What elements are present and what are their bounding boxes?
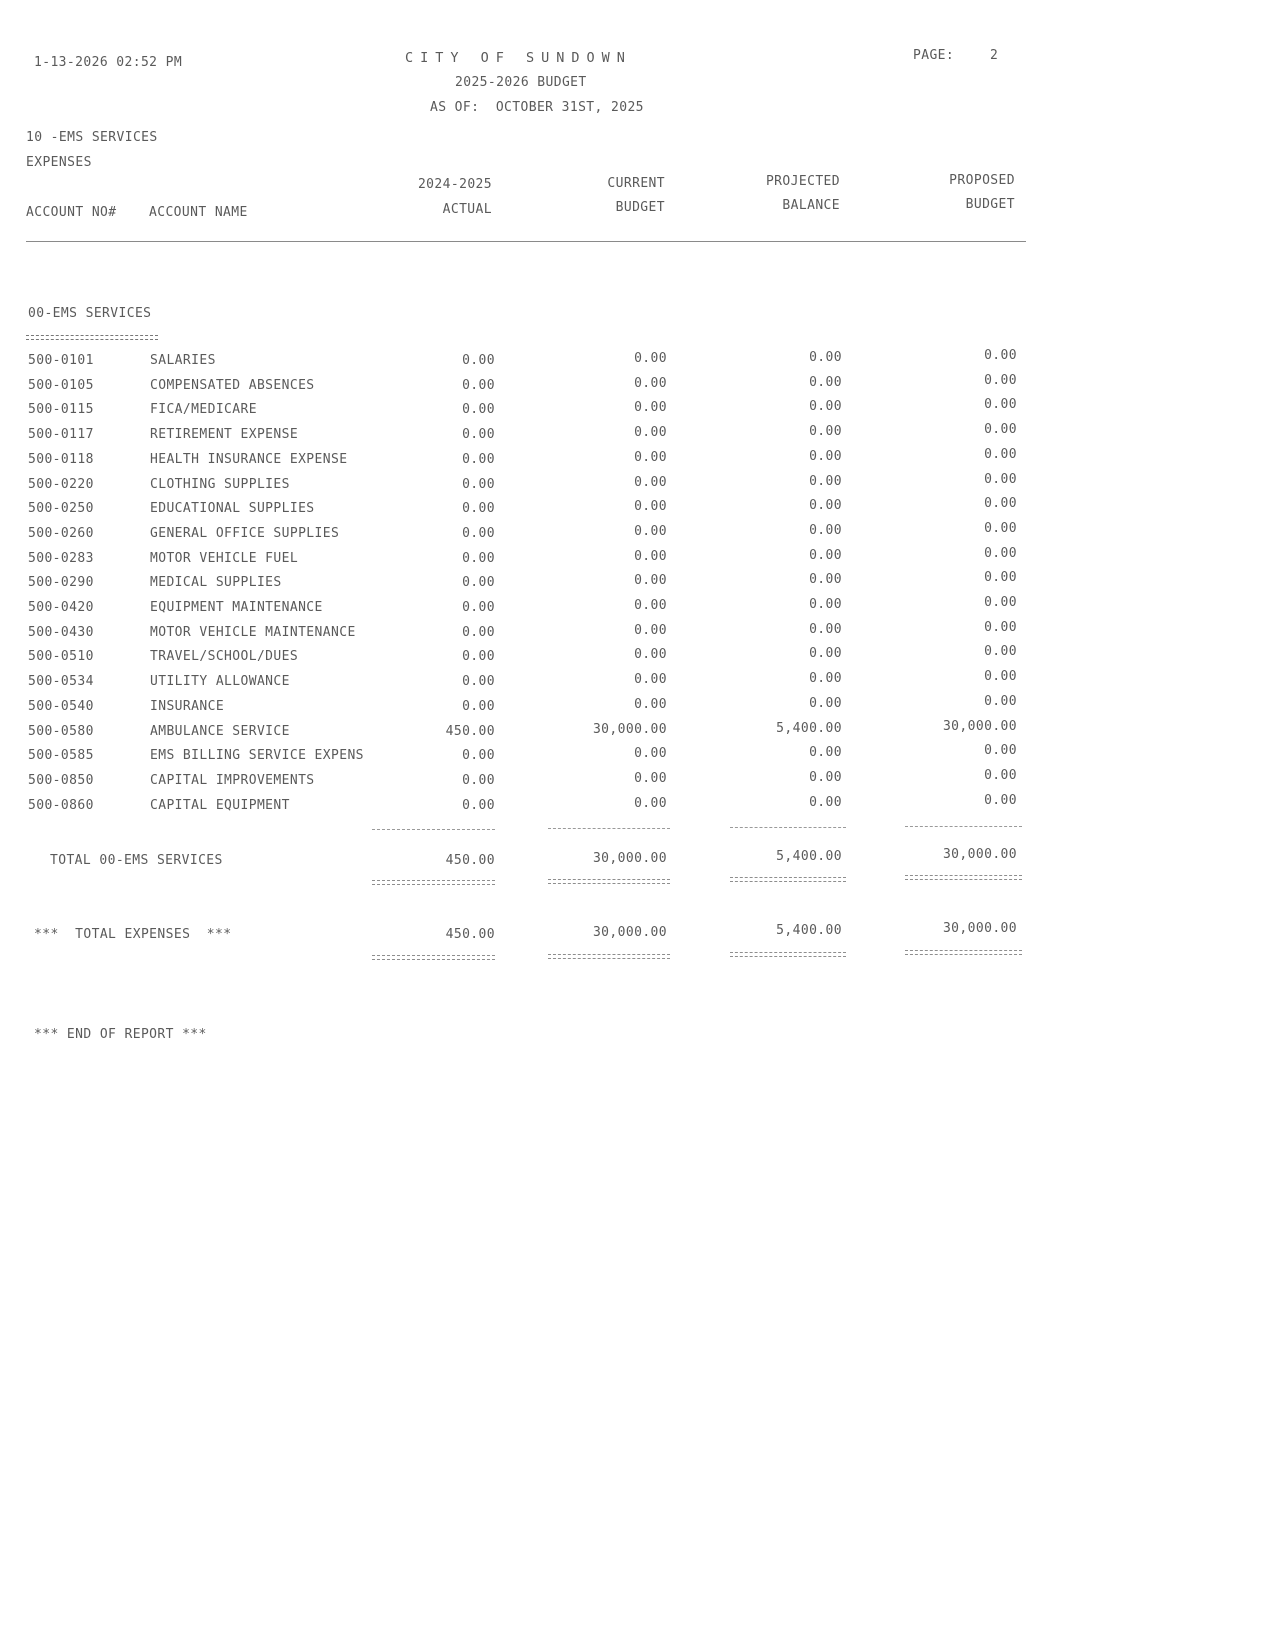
report-datetime: 1-13-2026 02:52 PM <box>34 55 183 70</box>
current-budget-value: 0.00 <box>634 376 667 391</box>
proposed-budget-value: 0.00 <box>984 743 1017 758</box>
projected-balance-value: 0.00 <box>809 795 842 810</box>
current-budget-value: 0.00 <box>634 647 667 662</box>
current-budget-value: 0.00 <box>634 549 667 564</box>
account-name: CAPITAL EQUIPMENT <box>150 798 290 813</box>
grand-total-projected: 5,400.00 <box>776 923 842 938</box>
account-no: 500-0430 <box>28 625 94 640</box>
account-no: 500-0117 <box>28 427 94 442</box>
page-number: 2 <box>990 48 999 63</box>
proposed-budget-value: 0.00 <box>984 694 1017 709</box>
actual-value: 0.00 <box>462 649 495 664</box>
actual-value: 0.00 <box>462 526 495 541</box>
end-of-report: *** END OF REPORT *** <box>34 1027 207 1042</box>
current-budget-value: 0.00 <box>634 672 667 687</box>
current-budget-value: 30,000.00 <box>592 722 667 737</box>
projected-balance-value: 0.00 <box>809 671 842 686</box>
account-name: FICA/MEDICARE <box>150 402 257 417</box>
current-budget-value: 0.00 <box>634 771 667 786</box>
account-name: MEDICAL SUPPLIES <box>150 575 282 590</box>
section-total-projected: 5,400.00 <box>776 849 842 864</box>
actual-value: 0.00 <box>462 402 495 417</box>
proposed-budget-value: 0.00 <box>984 348 1017 363</box>
current-budget-value: 0.00 <box>634 697 667 712</box>
table-row <box>0 373 1275 402</box>
report-city-title: CITY OF SUNDOWN <box>405 50 632 66</box>
proposed-budget-value: 0.00 <box>984 768 1017 783</box>
current-budget-value: 0.00 <box>634 598 667 613</box>
proposed-budget-value: 0.00 <box>984 620 1017 635</box>
account-no: 500-0860 <box>28 798 94 813</box>
table-row <box>0 348 1275 377</box>
actual-value: 0.00 <box>462 427 495 442</box>
total-double-rule-proposed <box>905 875 1022 880</box>
proposed-budget-value: 0.00 <box>984 521 1017 536</box>
projected-balance-value: 0.00 <box>809 375 842 390</box>
proposed-budget-value: 0.00 <box>984 447 1017 462</box>
account-name: MOTOR VEHICLE MAINTENANCE <box>150 625 356 640</box>
projected-balance-value: 0.00 <box>809 399 842 414</box>
actual-value: 0.00 <box>462 452 495 467</box>
total-double-rule-projected <box>730 877 846 882</box>
actual-value: 0.00 <box>462 501 495 516</box>
actual-value: 0.00 <box>462 625 495 640</box>
col-proposed-budget: BUDGET <box>965 197 1015 212</box>
current-budget-value: 0.00 <box>634 450 667 465</box>
table-row <box>0 793 1275 822</box>
account-name: SALARIES <box>150 353 216 368</box>
account-no: 500-0420 <box>28 600 94 615</box>
account-no: 500-0101 <box>28 353 94 368</box>
col-current: CURRENT <box>607 176 665 191</box>
proposed-budget-value: 0.00 <box>984 422 1017 437</box>
actual-value: 0.00 <box>462 674 495 689</box>
account-no: 500-0585 <box>28 748 94 763</box>
account-name: UTILITY ALLOWANCE <box>150 674 290 689</box>
account-no: 500-0250 <box>28 501 94 516</box>
current-budget-value: 0.00 <box>634 499 667 514</box>
projected-balance-value: 0.00 <box>809 572 842 587</box>
col-account-no: ACCOUNT NO# <box>26 205 117 220</box>
table-row <box>0 422 1275 451</box>
projected-balance-value: 0.00 <box>809 745 842 760</box>
current-budget-value: 0.00 <box>634 400 667 415</box>
current-budget-value: 0.00 <box>634 351 667 366</box>
proposed-budget-value: 0.00 <box>984 570 1017 585</box>
grand-total-current: 30,000.00 <box>592 925 667 940</box>
table-row <box>0 447 1275 476</box>
subtotal-rule-actual <box>372 829 495 830</box>
actual-value: 0.00 <box>462 378 495 393</box>
actual-value: 0.00 <box>462 773 495 788</box>
current-budget-value: 0.00 <box>634 623 667 638</box>
section-total-row <box>0 847 1275 877</box>
account-no: 500-0510 <box>28 649 94 664</box>
report-as-of-date: AS OF: OCTOBER 31ST, 2025 <box>430 100 644 115</box>
account-no: 500-0105 <box>28 378 94 393</box>
grand-double-rule-proposed <box>905 950 1022 955</box>
account-name: CAPITAL IMPROVEMENTS <box>150 773 315 788</box>
account-name: GENERAL OFFICE SUPPLIES <box>150 526 340 541</box>
col-current-budget: BUDGET <box>615 200 665 215</box>
account-no: 500-0540 <box>28 699 94 714</box>
subtotal-rule-proposed <box>905 826 1022 827</box>
account-name: RETIREMENT EXPENSE <box>150 427 299 442</box>
col-proposed: PROPOSED <box>949 173 1015 188</box>
account-no: 500-0283 <box>28 551 94 566</box>
account-name: AMBULANCE SERVICE <box>150 724 290 739</box>
current-budget-value: 0.00 <box>634 796 667 811</box>
account-no: 500-0220 <box>28 477 94 492</box>
account-no: 500-0290 <box>28 575 94 590</box>
table-row <box>0 595 1275 624</box>
account-name: TRAVEL/SCHOOL/DUES <box>150 649 299 664</box>
projected-balance-value: 0.00 <box>809 474 842 489</box>
table-row <box>0 669 1275 698</box>
grand-total-label: *** TOTAL EXPENSES *** <box>34 927 232 942</box>
proposed-budget-value: 0.00 <box>984 472 1017 487</box>
category-label: EXPENSES <box>26 155 92 170</box>
current-budget-value: 0.00 <box>634 524 667 539</box>
section-total-actual: 450.00 <box>445 853 495 868</box>
proposed-budget-value: 0.00 <box>984 496 1017 511</box>
total-double-rule-current <box>548 879 670 884</box>
col-actual: ACTUAL <box>442 202 492 217</box>
table-row <box>0 496 1275 525</box>
account-name: MOTOR VEHICLE FUEL <box>150 551 299 566</box>
table-row <box>0 546 1275 575</box>
subtotal-rule-projected <box>730 827 846 828</box>
actual-value: 0.00 <box>462 699 495 714</box>
current-budget-value: 0.00 <box>634 425 667 440</box>
proposed-budget-value: 0.00 <box>984 397 1017 412</box>
account-name: CLOTHING SUPPLIES <box>150 477 290 492</box>
account-name: EMS BILLING SERVICE EXPENS <box>150 748 364 763</box>
projected-balance-value: 0.00 <box>809 498 842 513</box>
account-name: HEALTH INSURANCE EXPENSE <box>150 452 348 467</box>
grand-total-actual: 450.00 <box>445 927 495 942</box>
grand-double-rule-projected <box>730 952 846 957</box>
table-row <box>0 521 1275 550</box>
table-row <box>0 620 1275 649</box>
projected-balance-value: 0.00 <box>809 424 842 439</box>
header-rule <box>26 241 1026 242</box>
projected-balance-value: 0.00 <box>809 622 842 637</box>
table-row <box>0 719 1275 748</box>
projected-balance-value: 0.00 <box>809 770 842 785</box>
account-no: 500-0115 <box>28 402 94 417</box>
actual-value: 0.00 <box>462 551 495 566</box>
projected-balance-value: 0.00 <box>809 548 842 563</box>
projected-balance-value: 0.00 <box>809 696 842 711</box>
col-actual-year: 2024-2025 <box>417 177 492 192</box>
account-name: INSURANCE <box>150 699 225 714</box>
proposed-budget-value: 0.00 <box>984 546 1017 561</box>
fund-label: 10 -EMS SERVICES <box>26 130 158 145</box>
grand-total-row <box>0 921 1275 951</box>
actual-value: 0.00 <box>462 353 495 368</box>
grand-total-proposed: 30,000.00 <box>942 921 1017 936</box>
section-total-label: TOTAL 00-EMS SERVICES <box>50 853 223 868</box>
col-account-name: ACCOUNT NAME <box>149 205 248 220</box>
projected-balance-value: 5,400.00 <box>776 721 842 736</box>
account-no: 500-0534 <box>28 674 94 689</box>
actual-value: 0.00 <box>462 798 495 813</box>
account-no: 500-0260 <box>28 526 94 541</box>
projected-balance-value: 0.00 <box>809 350 842 365</box>
account-no: 500-0850 <box>28 773 94 788</box>
actual-value: 0.00 <box>462 575 495 590</box>
grand-double-rule-current <box>548 954 670 959</box>
section-total-proposed: 30,000.00 <box>942 847 1017 862</box>
table-row <box>0 397 1275 426</box>
report-budget-year: 2025-2026 BUDGET <box>455 75 587 90</box>
table-row <box>0 694 1275 723</box>
account-no: 500-0118 <box>28 452 94 467</box>
proposed-budget-value: 0.00 <box>984 669 1017 684</box>
account-no: 500-0580 <box>28 724 94 739</box>
page-label: PAGE: <box>913 48 955 63</box>
actual-value: 0.00 <box>462 748 495 763</box>
current-budget-value: 0.00 <box>634 573 667 588</box>
table-row <box>0 644 1275 673</box>
account-name: COMPENSATED ABSENCES <box>150 378 315 393</box>
table-row <box>0 768 1275 797</box>
actual-value: 0.00 <box>462 477 495 492</box>
table-row <box>0 472 1275 501</box>
current-budget-value: 0.00 <box>634 746 667 761</box>
section-title-underline <box>26 335 158 340</box>
proposed-budget-value: 0.00 <box>984 595 1017 610</box>
actual-value: 450.00 <box>445 724 495 739</box>
current-budget-value: 0.00 <box>634 475 667 490</box>
col-projected: PROJECTED <box>765 174 840 189</box>
table-row <box>0 743 1275 772</box>
proposed-budget-value: 0.00 <box>984 793 1017 808</box>
col-projected-balance: BALANCE <box>782 198 840 213</box>
actual-value: 0.00 <box>462 600 495 615</box>
account-name: EDUCATIONAL SUPPLIES <box>150 501 315 516</box>
projected-balance-value: 0.00 <box>809 523 842 538</box>
proposed-budget-value: 0.00 <box>984 373 1017 388</box>
section-total-current: 30,000.00 <box>592 851 667 866</box>
total-double-rule-actual <box>372 880 495 885</box>
projected-balance-value: 0.00 <box>809 646 842 661</box>
projected-balance-value: 0.00 <box>809 449 842 464</box>
projected-balance-value: 0.00 <box>809 597 842 612</box>
table-row <box>0 570 1275 599</box>
section-title: 00-EMS SERVICES <box>28 306 152 321</box>
grand-double-rule-actual <box>372 955 495 960</box>
proposed-budget-value: 0.00 <box>984 644 1017 659</box>
subtotal-rule-current <box>548 828 670 829</box>
proposed-budget-value: 30,000.00 <box>942 719 1017 734</box>
account-name: EQUIPMENT MAINTENANCE <box>150 600 323 615</box>
